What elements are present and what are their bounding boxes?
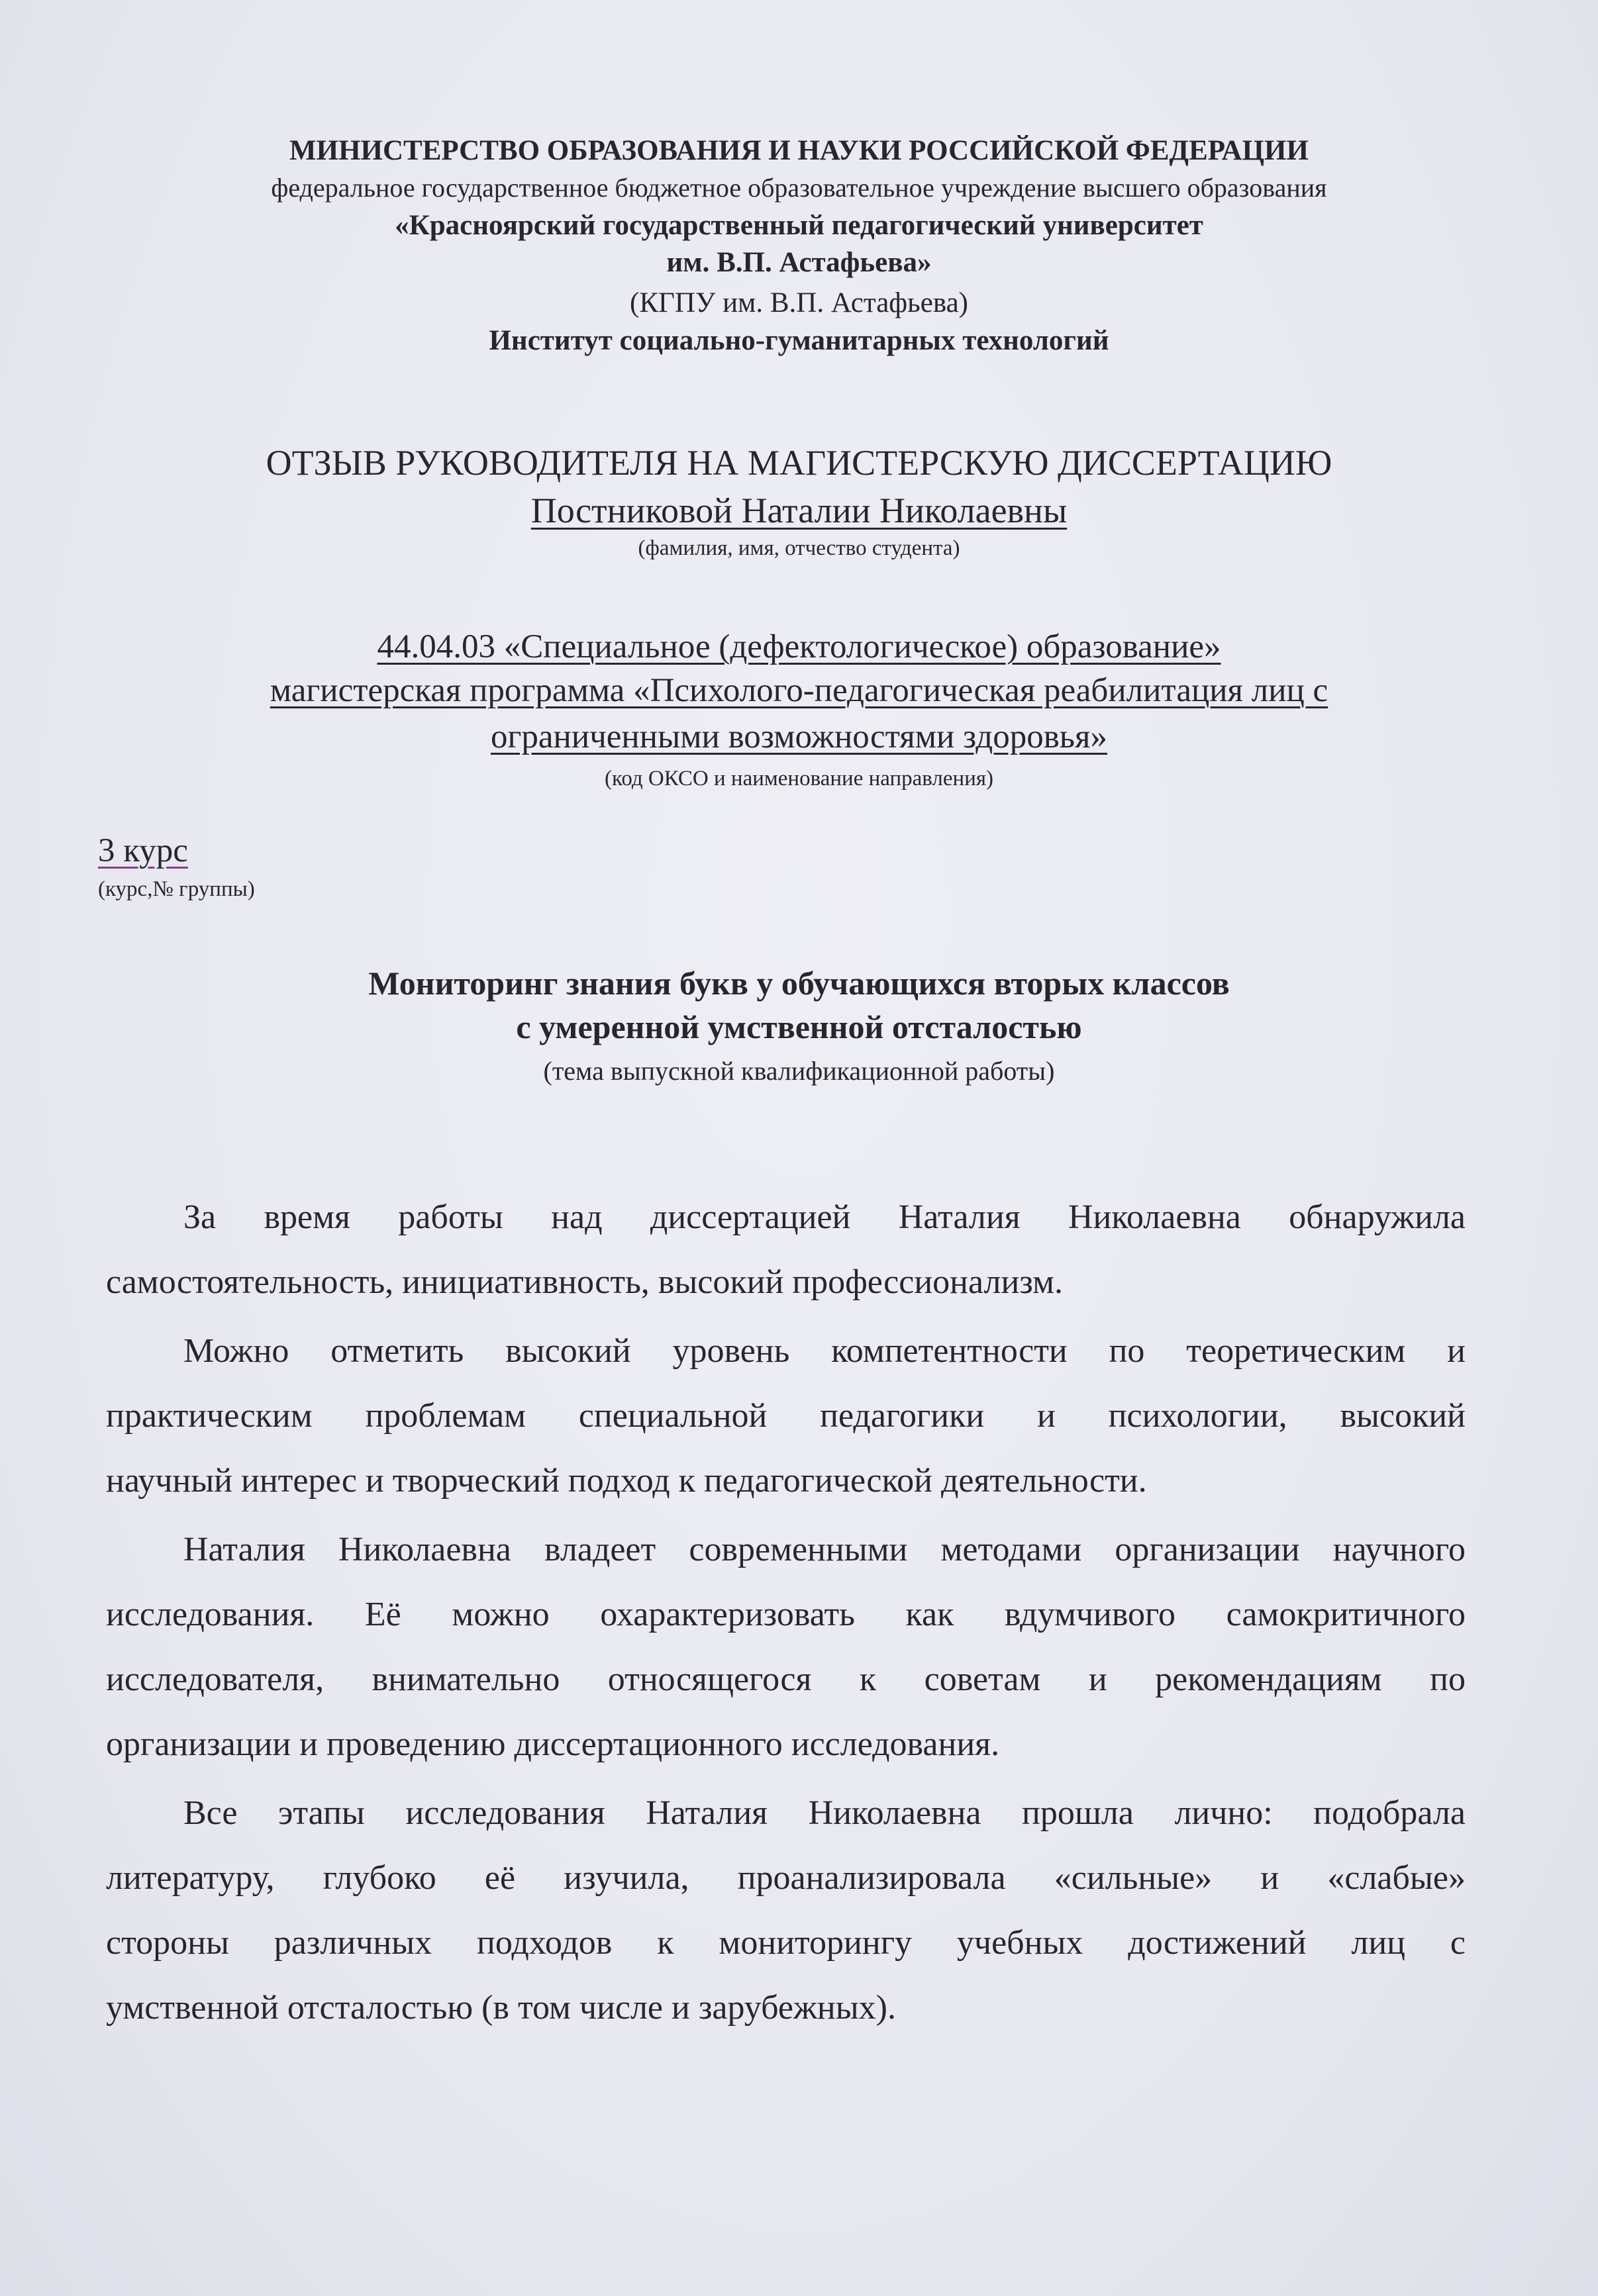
institution-type: федеральное государственное бюджетное образовательное учреждение высшего образования bbox=[271, 173, 1327, 203]
program-line-1: 44.04.03 «Специальное (дефектологическое) образование» bbox=[377, 628, 1221, 665]
program-line-2: магистерская программа «Психолого-педагогическая реабилитация лиц с bbox=[270, 672, 1328, 709]
text-line: исследования. Её можно охарактеризовать как вдумчивого самокритичного bbox=[106, 1596, 1466, 1633]
program-line-3: ограниченными возможностями здоровья» bbox=[490, 718, 1108, 755]
paragraph bbox=[106, 1319, 1466, 1513]
text-line: самостоятельность, инициативность, высокий профессионализм. bbox=[106, 1263, 1064, 1301]
text-line: научный интерес и творческий подход к педагогической деятельности. bbox=[106, 1462, 1147, 1500]
topic-line-1: Мониторинг знания букв у обучающихся вторых классов bbox=[368, 965, 1230, 1002]
university-short-name: (КГПУ им. В.П. Астафьева) bbox=[630, 287, 968, 318]
student-name: Постниковой Наталии Николаевны bbox=[530, 491, 1068, 530]
text-line: стороны различных подходов к мониторингу учебных достижений лиц с bbox=[106, 1924, 1466, 1962]
text-line: За время работы над диссертацией Наталия Николаевна обнаружила bbox=[183, 1198, 1466, 1236]
paragraph bbox=[106, 1781, 1466, 2040]
review-title: ОТЗЫВ РУКОВОДИТЕЛЯ НА МАГИСТЕРСКУЮ ДИССЕРТАЦИЮ bbox=[266, 443, 1332, 483]
review-body bbox=[106, 1185, 1466, 2044]
topic-line-2: с умеренной умственной отсталостью bbox=[516, 1008, 1082, 1045]
text-line: умственной отсталостью (в том числе и зарубежных). bbox=[106, 1989, 896, 2027]
university-name-line1: «Красноярский государственный педагогический университет bbox=[395, 210, 1203, 241]
course-value: 3 курс bbox=[98, 832, 188, 869]
course-caption: (курс,№ группы) bbox=[98, 877, 255, 901]
text-line: Можно отметить высокий уровень компетентности по теоретическим и bbox=[183, 1332, 1466, 1370]
paragraph bbox=[106, 1185, 1466, 1315]
text-line: Все этапы исследования Наталия Николаевна прошла лично: подобрала bbox=[183, 1794, 1466, 1832]
institute-name: Институт социально-гуманитарных технологий bbox=[489, 325, 1109, 356]
text-line: Наталия Николаевна владеет современными методами организации научного bbox=[183, 1531, 1466, 1568]
topic-caption: (тема выпускной квалификационной работы) bbox=[543, 1056, 1055, 1086]
paragraph bbox=[106, 1517, 1466, 1777]
ministry-heading: МИНИСТЕРСТВО ОБРАЗОВАНИЯ И НАУКИ РОССИЙСКОЙ ФЕДЕРАЦИИ bbox=[289, 135, 1309, 166]
text-line: организации и проведению диссертационного исследования. bbox=[106, 1725, 1000, 1763]
program-caption: (код ОКСО и наименование направления) bbox=[604, 767, 994, 790]
university-name-line2: им. В.П. Астафьева» bbox=[666, 247, 932, 278]
text-line: литературу, глубоко её изучила, проанализировала «сильные» и «слабые» bbox=[106, 1859, 1466, 1897]
student-name-caption: (фамилия, имя, отчество студента) bbox=[638, 536, 960, 560]
text-line: практическим проблемам специальной педагогики и психологии, высокий bbox=[106, 1397, 1466, 1435]
text-line: исследователя, внимательно относящегося к советам и рекомендациям по bbox=[106, 1660, 1466, 1698]
